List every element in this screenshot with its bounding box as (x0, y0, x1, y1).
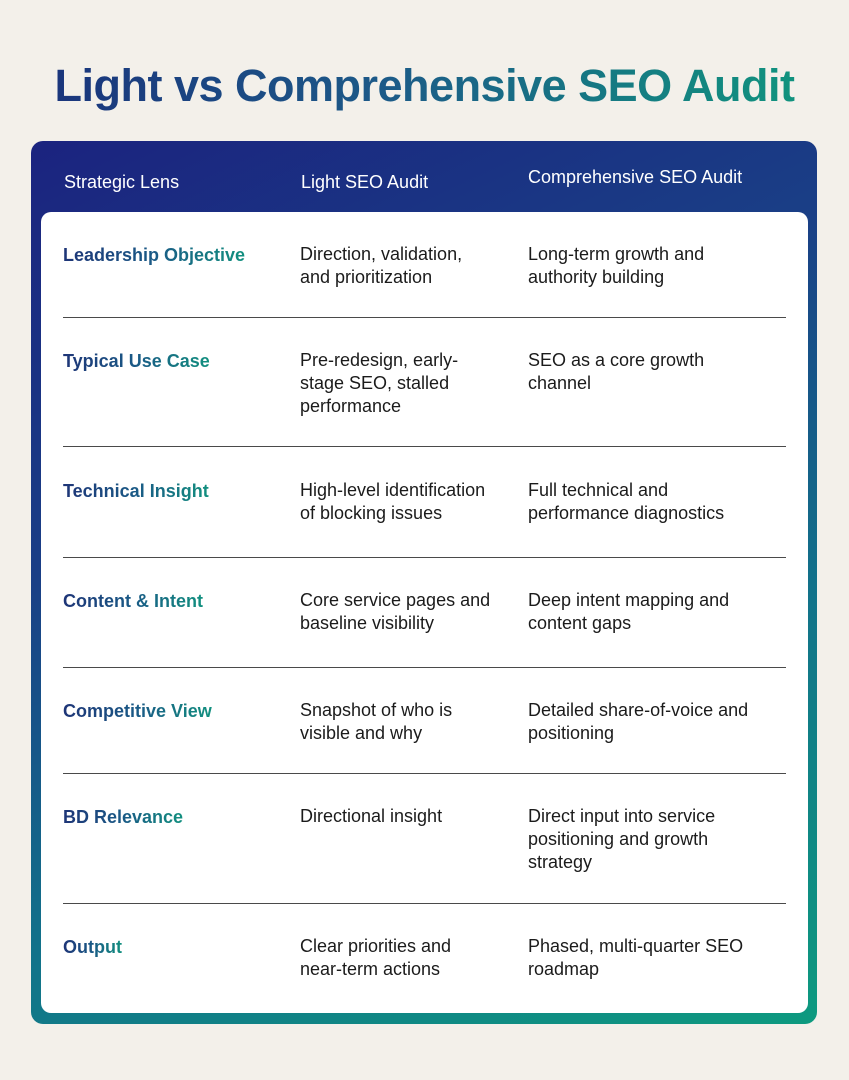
table-row (63, 447, 786, 558)
table-row (63, 558, 786, 668)
comparison-table (31, 141, 817, 1024)
table-row (63, 318, 786, 447)
row-comprehensive-cell: Deep intent mapping and content gaps (528, 590, 730, 633)
row-lens: BD Relevance (63, 807, 184, 827)
header-comprehensive-seo-audit: Comprehensive SEO Audit (528, 167, 743, 187)
row-light-cell: Core service pages and baseline visibility (300, 590, 491, 633)
row-lens: Leadership Objective (63, 245, 246, 265)
row-comprehensive-cell: Detailed share-of-voice and positioning (528, 700, 749, 743)
row-lens: Typical Use Case (63, 351, 210, 371)
row-comprehensive-cell: SEO as a core growth channel (528, 350, 705, 393)
table-header-row (31, 141, 817, 213)
row-comprehensive-cell: Direct input into service positioning and growth strategy (528, 806, 716, 872)
table-row (63, 668, 786, 774)
row-light-cell: Directional insight (300, 806, 443, 826)
row-light-cell: Direction, validation, and prioritization (300, 244, 463, 287)
row-lens: Content & Intent (63, 591, 203, 611)
row-light-cell: Snapshot of who is visible and why (300, 700, 453, 743)
row-comprehensive-cell: Long-term growth and authority building (528, 244, 705, 287)
table-row (63, 904, 786, 1013)
row-comprehensive-cell: Full technical and performance diagnostics (528, 480, 725, 523)
row-light-cell: High-level identification of blocking issues (300, 480, 486, 523)
row-light-cell: Pre-redesign, early- stage SEO, stalled performance (300, 350, 459, 416)
table-row (63, 774, 786, 904)
table-row (63, 212, 786, 318)
table-body (41, 212, 808, 1013)
page-title: Light vs Comprehensive SEO Audit (0, 58, 849, 114)
row-lens: Output (63, 937, 122, 957)
row-comprehensive-cell: Phased, multi-quarter SEO roadmap (528, 936, 744, 979)
row-light-cell: Clear priorities and near-term actions (300, 936, 452, 979)
header-light-seo-audit: Light SEO Audit (301, 172, 429, 192)
header-strategic-lens: Strategic Lens (64, 172, 180, 192)
row-lens: Competitive View (63, 701, 212, 721)
row-lens: Technical Insight (63, 481, 209, 501)
